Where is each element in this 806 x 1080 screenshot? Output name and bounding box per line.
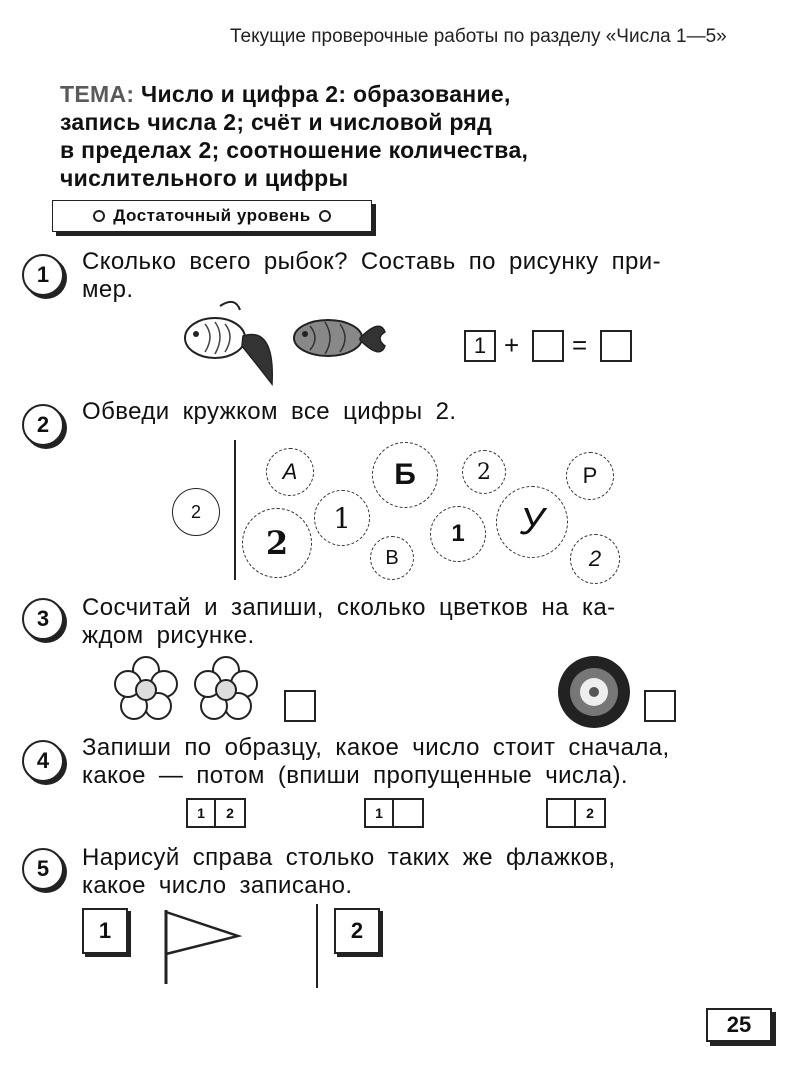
digit-circle[interactable]: 2 bbox=[570, 534, 620, 584]
flag-icon bbox=[160, 908, 244, 986]
flower-count-box-2[interactable] bbox=[644, 690, 676, 722]
divider-line bbox=[234, 440, 236, 580]
task-number-4: 4 bbox=[22, 740, 64, 782]
flower-group-1 bbox=[112, 656, 272, 724]
number-box-right: 2 bbox=[334, 908, 380, 954]
fish-icon bbox=[294, 320, 385, 356]
task-number-1: 1 bbox=[22, 254, 64, 296]
divider-line bbox=[316, 904, 318, 988]
sample-circle: 2 bbox=[172, 488, 220, 536]
pair-cell-answer[interactable] bbox=[546, 798, 576, 828]
task-3-line-2: ждом рисунке. bbox=[82, 622, 255, 649]
task-number-3: 3 bbox=[22, 598, 64, 640]
task-1-line-1: Сколько всего рыбок? Составь по рисунку при- bbox=[82, 248, 661, 275]
digit-circle[interactable]: 1 bbox=[430, 506, 486, 562]
digit-circle[interactable]: 2 bbox=[242, 508, 312, 578]
pair-cell: 1 bbox=[186, 798, 216, 828]
flower-group-2 bbox=[556, 654, 632, 730]
topic-line-3: в пределах 2; соотношение количества, bbox=[60, 137, 529, 163]
task-5-text bbox=[82, 844, 742, 900]
level-badge bbox=[52, 200, 372, 232]
digit-circle[interactable]: 2 bbox=[462, 450, 506, 494]
flag-drawing-area[interactable] bbox=[400, 900, 780, 990]
plus-sign: + bbox=[504, 330, 520, 360]
letter-circle[interactable]: Б bbox=[372, 442, 438, 508]
number-box-left: 1 bbox=[82, 908, 128, 954]
bullet-icon bbox=[93, 210, 105, 222]
task-1-line-2: мер. bbox=[82, 276, 134, 303]
addend-box-filled: 1 bbox=[464, 330, 496, 362]
topic-block bbox=[60, 80, 680, 192]
running-header: Текущие проверочные работы по разделу «Числа 1—5» bbox=[230, 26, 727, 47]
flower-icon bbox=[195, 657, 257, 719]
flower-icon bbox=[558, 656, 630, 728]
pair-cell: 1 bbox=[364, 798, 394, 828]
topic-line-4: числительного и цифры bbox=[60, 165, 349, 191]
sum-answer-box[interactable] bbox=[600, 330, 632, 362]
equals-sign: = bbox=[572, 330, 588, 360]
digit-circle[interactable]: 1 bbox=[314, 490, 370, 546]
task-3-text bbox=[82, 594, 728, 650]
letter-circle[interactable]: В bbox=[370, 536, 414, 580]
pair-cell: 2 bbox=[576, 798, 606, 828]
task-4-line-1: Запиши по образцу, какое число стоит сначала, bbox=[82, 734, 670, 761]
task-1-text bbox=[82, 248, 722, 304]
letter-circle[interactable]: У bbox=[496, 486, 568, 558]
number-pair-2 bbox=[364, 798, 424, 828]
fish-icon bbox=[185, 302, 272, 384]
page-number: 25 bbox=[706, 1008, 772, 1042]
topic-label: ТЕМА: bbox=[60, 81, 135, 107]
fish-pair bbox=[180, 296, 390, 388]
topic-line-2: запись числа 2; счёт и числовой ряд bbox=[60, 109, 493, 135]
flower-icon bbox=[115, 657, 177, 719]
task-2-text bbox=[82, 398, 722, 426]
task-4-text bbox=[82, 734, 742, 790]
flower-count-box-1[interactable] bbox=[284, 690, 316, 722]
task-2-line-1: Обведи кружком все цифры 2. bbox=[82, 398, 457, 425]
addend-answer-box[interactable] bbox=[532, 330, 564, 362]
task-5-line-1: Нарисуй справа столько таких же флажков, bbox=[82, 844, 616, 871]
task-4-line-2: какое — потом (впиши пропущенные числа). bbox=[82, 762, 628, 789]
pair-cell-answer[interactable] bbox=[394, 798, 424, 828]
number-pair-sample bbox=[186, 798, 246, 828]
pair-cell: 2 bbox=[216, 798, 246, 828]
bullet-icon bbox=[319, 210, 331, 222]
task-5-line-2: какое число записано. bbox=[82, 872, 353, 899]
letter-circle[interactable]: А bbox=[266, 448, 314, 496]
number-pair-3 bbox=[546, 798, 606, 828]
level-label: Достаточный уровень bbox=[113, 206, 311, 225]
task-3-line-1: Сосчитай и запиши, сколько цветков на ка- bbox=[82, 594, 616, 621]
topic-line-1: Число и цифра 2: образование, bbox=[141, 81, 511, 107]
task-number-5: 5 bbox=[22, 848, 64, 890]
task-number-2: 2 bbox=[22, 404, 64, 446]
letter-circle[interactable]: Р bbox=[566, 452, 614, 500]
